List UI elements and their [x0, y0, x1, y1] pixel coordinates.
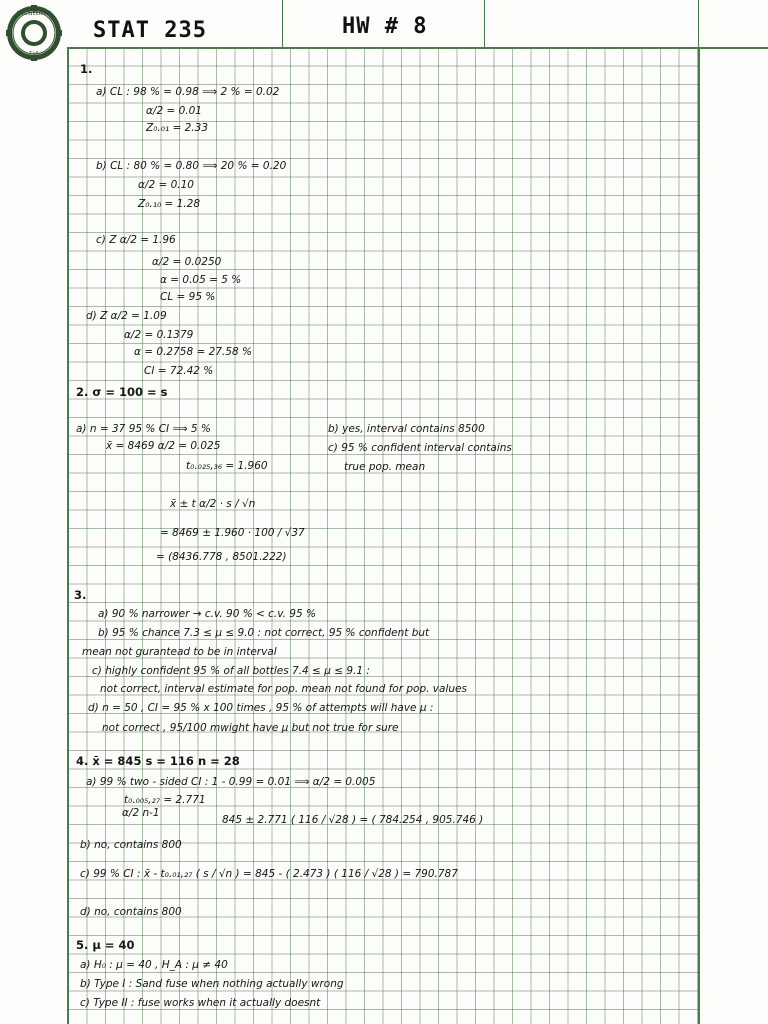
page-header [67, 0, 768, 49]
note-line-1c1: c) Z α/2 = 1.96 [96, 234, 176, 246]
note-line-s4: 4. x̄ = 845 s = 116 n = 28 [76, 754, 240, 768]
note-line-4c: c) 99 % CI : x̄ - t₀.₀₁,₂₇ ( s / √n ) = 845 - ( 2.473 ) ( 116 / √28 ) = 790.787 [80, 868, 458, 880]
note-line-2f2: = 8469 ± 1.960 · 100 / √37 [160, 527, 305, 539]
note-line-s5: 5. μ = 40 [76, 938, 135, 952]
note-line-2a3: t₀.₀₂₅,₃₆ = 1.960 [186, 460, 268, 472]
header-cell-blank [484, 0, 699, 47]
header-cell-course [67, 0, 283, 47]
right-margin [698, 0, 768, 1024]
note-line-1d3: α = 0.2758 = 27.58 % [134, 346, 252, 358]
note-line-2f3: = (8436.778 , 8501.222) [156, 551, 287, 563]
note-line-4a4: 845 ± 2.771 ( 116 / √28 ) = ( 784.254 , 905.746 ) [222, 814, 484, 826]
note-line-1d1: d) Z α/2 = 1.09 [86, 310, 167, 322]
note-line-s3: 3. [74, 588, 87, 602]
note-line-4d: d) no, contains 800 [80, 906, 182, 918]
note-line-5c: c) Type II : fuse works when it actually doesnt [80, 997, 321, 1009]
note-line-3c1: c) highly confident 95 % of all bottles 7.4 ≤ μ ≤ 9.1 : [92, 665, 370, 677]
left-margin [0, 0, 69, 1024]
note-line-3d2: not correct , 95/100 mwight have μ but not true for sure [102, 722, 399, 734]
note-line-1c4: CL = 95 % [160, 291, 216, 303]
note-line-2a1: a) n = 37 95 % CI ⟹ 5 % [76, 423, 211, 435]
course-title: STAT 235 [93, 18, 207, 43]
note-line-1c3: α = 0.05 = 5 % [160, 274, 242, 286]
note-line-4a1: a) 99 % two - sided CI : 1 - 0.99 = 0.01 ⟹ α/2 = 0.005 [86, 776, 376, 788]
note-line-1d2: α/2 = 0.1379 [124, 329, 194, 341]
note-line-5a: a) H₀ : μ = 40 , H_A : μ ≠ 40 [80, 959, 228, 971]
note-line-2c2: true pop. mean [344, 461, 426, 473]
note-line-s2: 2. σ = 100 = s [76, 385, 168, 399]
note-line-1b2: α/2 = 0.10 [138, 179, 194, 191]
note-line-3b1: b) 95 % chance 7.3 ≤ μ ≤ 9.0 : not correct, 95 % confident but [98, 627, 430, 639]
note-line-1b3: Z₀.₁₀ = 1.28 [138, 198, 201, 210]
note-line-2a2: x̄ = 8469 α/2 = 0.025 [106, 440, 221, 452]
note-line-4a3: α/2 n-1 [122, 807, 160, 819]
homework-title: HW # 8 [342, 14, 428, 39]
note-line-4a2: t₀.₀₀₅,₂₇ = 2.771 [124, 794, 206, 806]
note-line-1b1: b) CL : 80 % = 0.80 ⟹ 20 % = 0.20 [96, 160, 287, 172]
note-line-1d4: CI = 72.42 % [144, 365, 214, 377]
header-cell-title [282, 0, 485, 47]
note-line-s1: 1. [80, 62, 93, 76]
note-line-3d1: d) n = 50 , CI = 95 % x 100 times , 95 % of attempts will have μ : [88, 702, 434, 714]
note-line-3b2: mean not gurantead to be in interval [82, 646, 277, 658]
note-line-4b: b) no, contains 800 [80, 839, 182, 851]
note-line-1c2: α/2 = 0.0250 [152, 256, 222, 268]
note-line-2f1: x̄ ± t α/2 · s / √n [170, 498, 256, 510]
note-line-3c2: not correct, interval estimate for pop. mean not found for pop. values [100, 683, 467, 695]
note-line-1a1: a) CL : 98 % = 0.98 ⟹ 2 % = 0.02 [96, 86, 280, 98]
logo-ring-text: ENGINEERING [16, 11, 52, 17]
note-line-5b: b) Type I : Sand fuse when nothing actually wrong [80, 978, 344, 990]
logo-inner-text: TxA [29, 51, 39, 57]
engineering-logo [6, 5, 62, 61]
note-line-2c1: c) 95 % confident interval contains [328, 442, 512, 454]
note-line-1a2: α/2 = 0.01 [146, 105, 202, 117]
note-line-2b1: b) yes, interval contains 8500 [328, 423, 485, 435]
note-line-1a3: Z₀.₀₁ = 2.33 [146, 122, 209, 134]
note-line-3a: a) 90 % narrower → c.v. 90 % < c.v. 95 % [98, 608, 316, 620]
